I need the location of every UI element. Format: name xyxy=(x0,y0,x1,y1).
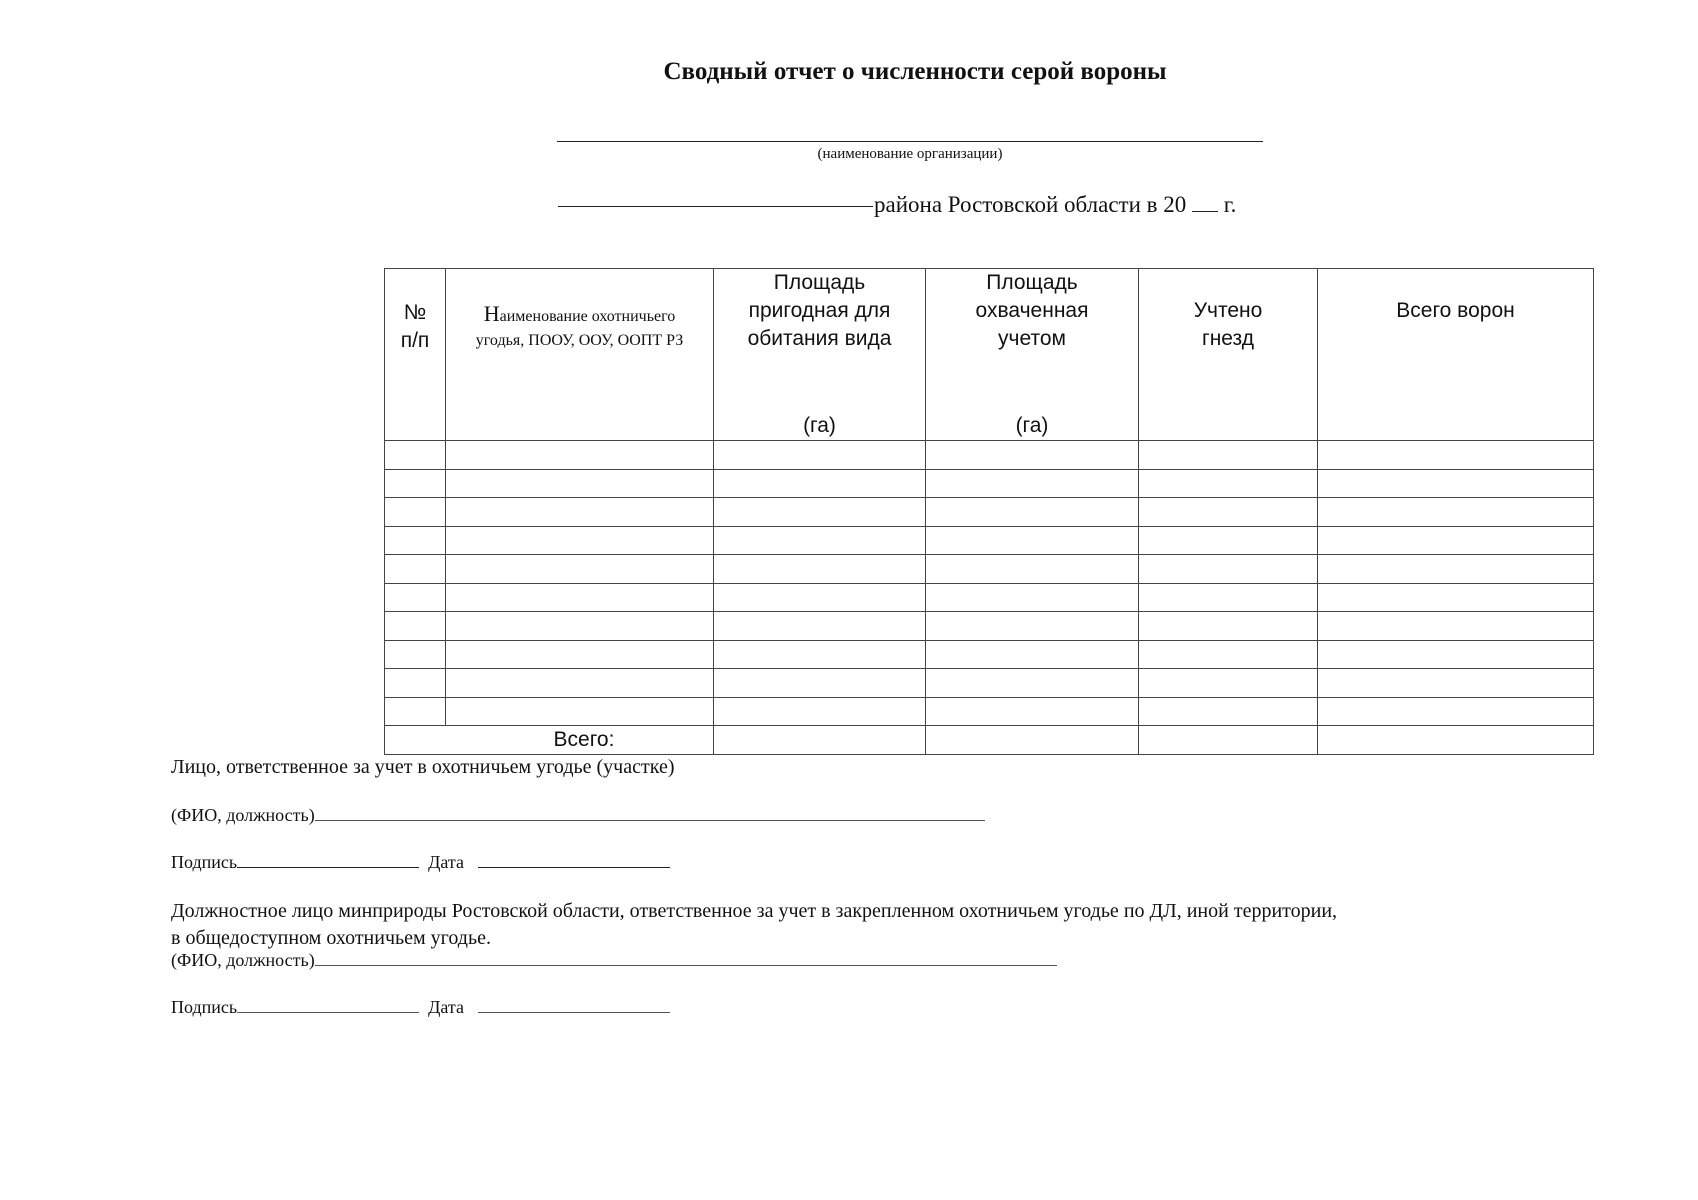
row-habitat-area-cell[interactable] xyxy=(714,697,926,726)
total-nests-cell[interactable] xyxy=(1139,726,1318,755)
row-total-crows-cell[interactable] xyxy=(1318,697,1594,726)
table-row xyxy=(385,583,1594,612)
header-nests-line2: гнезд xyxy=(1202,327,1254,350)
responsible1-fio-row xyxy=(171,805,985,826)
row-number-cell[interactable] xyxy=(385,640,446,669)
row-number-cell[interactable] xyxy=(385,555,446,584)
row-name-cell[interactable] xyxy=(446,498,714,527)
responsible1-fio-field[interactable] xyxy=(315,806,985,821)
district-year-line xyxy=(874,192,1236,218)
responsible2-fio-field[interactable] xyxy=(315,951,1057,966)
row-nests-cell[interactable] xyxy=(1139,697,1318,726)
responsible2-sign-label: Подпись xyxy=(171,997,238,1017)
row-nests-cell[interactable] xyxy=(1139,583,1318,612)
row-nests-cell[interactable] xyxy=(1139,640,1318,669)
row-nests-cell[interactable] xyxy=(1139,498,1318,527)
row-nests-cell[interactable] xyxy=(1139,469,1318,498)
year-suffix: г. xyxy=(1223,192,1237,217)
responsible1-date-label: Дата xyxy=(428,852,464,872)
responsible1-sign-row xyxy=(171,852,670,873)
row-covered-area-cell[interactable] xyxy=(926,669,1139,698)
row-name-cell[interactable] xyxy=(446,469,714,498)
responsible2-fio-label: (ФИО, должность) xyxy=(171,950,315,970)
row-total-crows-cell[interactable] xyxy=(1318,498,1594,527)
responsible2-date-label: Дата xyxy=(428,997,464,1017)
header-habitat-line2: пригодная для xyxy=(748,299,891,322)
header-number xyxy=(385,269,446,441)
row-number-cell[interactable] xyxy=(385,697,446,726)
responsible2-heading-line2: в общедоступном охотничьем угодье. xyxy=(171,927,491,949)
row-covered-area-cell[interactable] xyxy=(926,640,1139,669)
row-number-cell[interactable] xyxy=(385,498,446,527)
row-total-crows-cell[interactable] xyxy=(1318,469,1594,498)
year-blank xyxy=(1192,195,1218,212)
table-row xyxy=(385,697,1594,726)
total-label: Всего: xyxy=(385,726,714,755)
row-number-cell[interactable] xyxy=(385,669,446,698)
responsible1-sign-label: Подпись xyxy=(171,852,238,872)
header-habitat-area xyxy=(714,269,926,441)
crow-count-table xyxy=(384,268,1594,755)
total-covered-area-cell[interactable] xyxy=(926,726,1139,755)
row-covered-area-cell[interactable] xyxy=(926,441,1139,470)
table-row xyxy=(385,526,1594,555)
header-name-rest: аименование охотничьего xyxy=(499,308,676,325)
row-name-cell[interactable] xyxy=(446,640,714,669)
header-covered-line1: Площадь xyxy=(986,271,1078,294)
row-total-crows-cell[interactable] xyxy=(1318,640,1594,669)
table-row xyxy=(385,612,1594,641)
responsible2-fio-row xyxy=(171,950,1057,971)
district-name-line xyxy=(558,206,873,207)
row-nests-cell[interactable] xyxy=(1139,612,1318,641)
table-row xyxy=(385,469,1594,498)
header-total-crows: Всего ворон xyxy=(1318,269,1594,441)
responsible2-date-field[interactable] xyxy=(478,998,670,1013)
header-habitat-line3: обитания вида xyxy=(747,327,892,350)
row-habitat-area-cell[interactable] xyxy=(714,526,926,555)
row-covered-area-cell[interactable] xyxy=(926,469,1139,498)
table-row xyxy=(385,441,1594,470)
header-name-capital: Н xyxy=(483,301,500,326)
header-name-line2: угодья, ПООУ, ООУ, ООПТ РЗ xyxy=(475,332,684,349)
row-number-cell[interactable] xyxy=(385,612,446,641)
row-habitat-area-cell[interactable] xyxy=(714,441,926,470)
table-total-row xyxy=(385,726,1594,755)
row-total-crows-cell[interactable] xyxy=(1318,612,1594,641)
row-name-cell[interactable] xyxy=(446,669,714,698)
responsible2-sign-row xyxy=(171,997,670,1018)
row-habitat-area-cell[interactable] xyxy=(714,469,926,498)
row-name-cell[interactable] xyxy=(446,555,714,584)
table-row xyxy=(385,555,1594,584)
row-covered-area-cell[interactable] xyxy=(926,498,1139,527)
row-habitat-area-cell[interactable] xyxy=(714,612,926,641)
row-covered-area-cell[interactable] xyxy=(926,697,1139,726)
row-total-crows-cell[interactable] xyxy=(1318,441,1594,470)
header-covered-line2: охваченная xyxy=(975,299,1089,322)
row-covered-area-cell[interactable] xyxy=(926,526,1139,555)
row-habitat-area-cell[interactable] xyxy=(714,669,926,698)
row-name-cell[interactable] xyxy=(446,697,714,726)
responsible2-heading-line1: Должностное лицо минприроды Ростовской области, ответственное за учет в закрепленном охотничьем угодье по ДЛ, иной территории, xyxy=(171,900,1338,922)
responsible2-sign-field[interactable] xyxy=(237,998,419,1013)
row-covered-area-cell[interactable] xyxy=(926,612,1139,641)
row-name-cell[interactable] xyxy=(446,612,714,641)
document-title: Сводный отчет о численности серой вороны xyxy=(663,58,1167,85)
row-nests-cell[interactable] xyxy=(1139,441,1318,470)
row-number-cell[interactable] xyxy=(385,583,446,612)
row-habitat-area-cell[interactable] xyxy=(714,555,926,584)
header-number-line1: № xyxy=(403,301,427,324)
row-habitat-area-cell[interactable] xyxy=(714,640,926,669)
row-habitat-area-cell[interactable] xyxy=(714,583,926,612)
table-header-row xyxy=(385,269,1594,441)
responsible1-date-field[interactable] xyxy=(478,853,670,868)
row-nests-cell[interactable] xyxy=(1139,555,1318,584)
organization-caption: (наименование организации) xyxy=(817,146,1003,162)
header-nests-line1: Учтено xyxy=(1193,299,1263,322)
header-covered-unit: (га) xyxy=(1015,414,1049,437)
table-row xyxy=(385,498,1594,527)
table-row xyxy=(385,669,1594,698)
header-hunting-ground-name xyxy=(446,269,714,441)
total-habitat-area-cell[interactable] xyxy=(714,726,926,755)
table-body xyxy=(385,441,1594,726)
row-name-cell[interactable] xyxy=(446,583,714,612)
responsible1-heading: Лицо, ответственное за учет в охотничьем угодье (участке) xyxy=(171,756,675,778)
row-total-crows-cell[interactable] xyxy=(1318,583,1594,612)
row-number-cell[interactable] xyxy=(385,441,446,470)
row-nests-cell[interactable] xyxy=(1139,669,1318,698)
responsible1-fio-label: (ФИО, должность) xyxy=(171,805,315,825)
row-number-cell[interactable] xyxy=(385,469,446,498)
row-covered-area-cell[interactable] xyxy=(926,555,1139,584)
header-covered-line3: учетом xyxy=(998,327,1066,350)
row-covered-area-cell[interactable] xyxy=(926,583,1139,612)
district-text: района Ростовской области в 20 xyxy=(874,192,1187,217)
table-row xyxy=(385,640,1594,669)
header-covered-area xyxy=(926,269,1139,441)
header-nests xyxy=(1139,269,1318,441)
responsible1-sign-field[interactable] xyxy=(237,853,419,868)
responsible2-heading xyxy=(171,898,1337,952)
row-nests-cell[interactable] xyxy=(1139,526,1318,555)
total-crows-cell[interactable] xyxy=(1318,726,1594,755)
row-name-cell[interactable] xyxy=(446,526,714,555)
header-habitat-line1: Площадь xyxy=(773,271,866,294)
row-total-crows-cell[interactable] xyxy=(1318,555,1594,584)
row-total-crows-cell[interactable] xyxy=(1318,669,1594,698)
header-name-line1 xyxy=(446,302,713,329)
organization-name-line xyxy=(557,141,1263,142)
header-habitat-unit: (га) xyxy=(803,414,836,437)
row-number-cell[interactable] xyxy=(385,526,446,555)
header-number-line2: п/п xyxy=(400,329,430,352)
row-total-crows-cell[interactable] xyxy=(1318,526,1594,555)
row-habitat-area-cell[interactable] xyxy=(714,498,926,527)
row-name-cell[interactable] xyxy=(446,441,714,470)
